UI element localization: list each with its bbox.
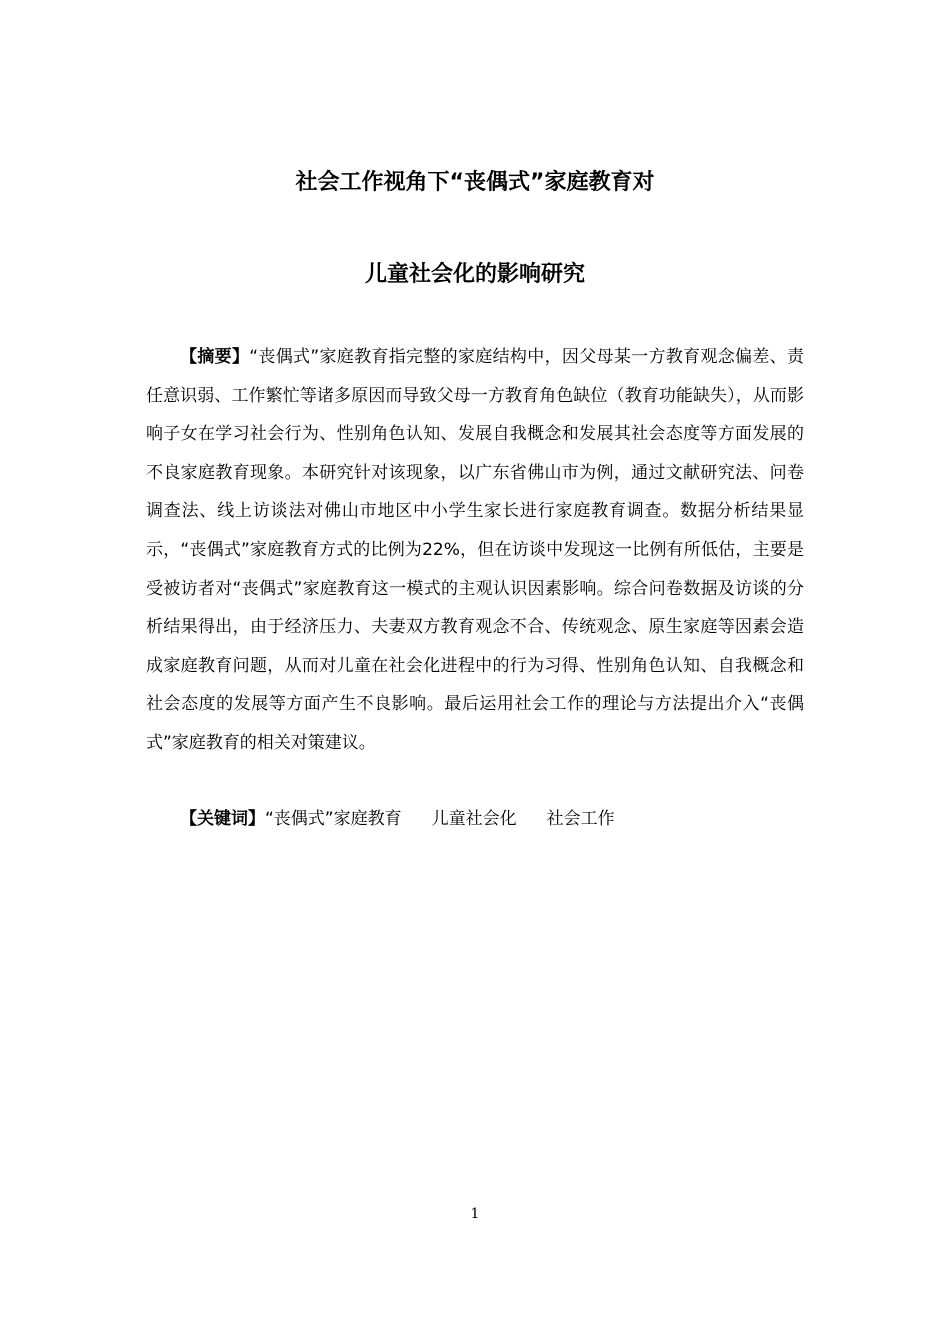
abstract-paragraph bbox=[146, 338, 804, 763]
page-number: 1 bbox=[470, 1206, 480, 1222]
keyword-item: “丧偶式”家庭教育 bbox=[265, 809, 402, 829]
paper-title-line-1: 社会工作视角下“丧偶式”家庭教育对 bbox=[295, 170, 655, 195]
keyword-item: 社会工作 bbox=[546, 809, 615, 829]
paper-title-line-2: 儿童社会化的影响研究 bbox=[364, 262, 585, 287]
keyword-item: 儿童社会化 bbox=[431, 809, 517, 829]
abstract-label: 【摘要】 bbox=[180, 347, 250, 367]
keywords-label: 【关键词】 bbox=[180, 809, 265, 829]
keywords-line bbox=[146, 800, 804, 838]
abstract-text: “丧偶式”家庭教育指完整的家庭结构中，因父母某一方教育观念偏差、责任意识弱、工作繁忙等诸多原因而导致父母一方教育角色缺位（教育功能缺失），从而影响子女在学习社会行为、性别角色认知、发展自我概念和发展其社会态度等方面发展的不良家庭教育现象。本研究针对该现象，以广东省佛山市为例，通过文献研究法、问卷调查法、线上访谈法对佛山市地区中小学生家长进行家庭教育调查。数据分析结果显示，“丧偶式”家庭教育方式的比例为22%，但在访谈中发现这一比例有所低估，主要是受被访者对“丧偶式”家庭教育这一模式的主观认识因素影响。综合问卷数据及访谈的分析结果得出，由于经济压力、夫妻双方教育观念不合、传统观念、原生家庭等因素会造成家庭教育问题，从而对儿童在社会化进程中的行为习得、性别角色认知、自我概念和社会态度的发展等方面产生不良影响。最后运用社会工作的理论与方法提出介入“丧偶式”家庭教育的相关对策建议。 bbox=[146, 347, 804, 753]
